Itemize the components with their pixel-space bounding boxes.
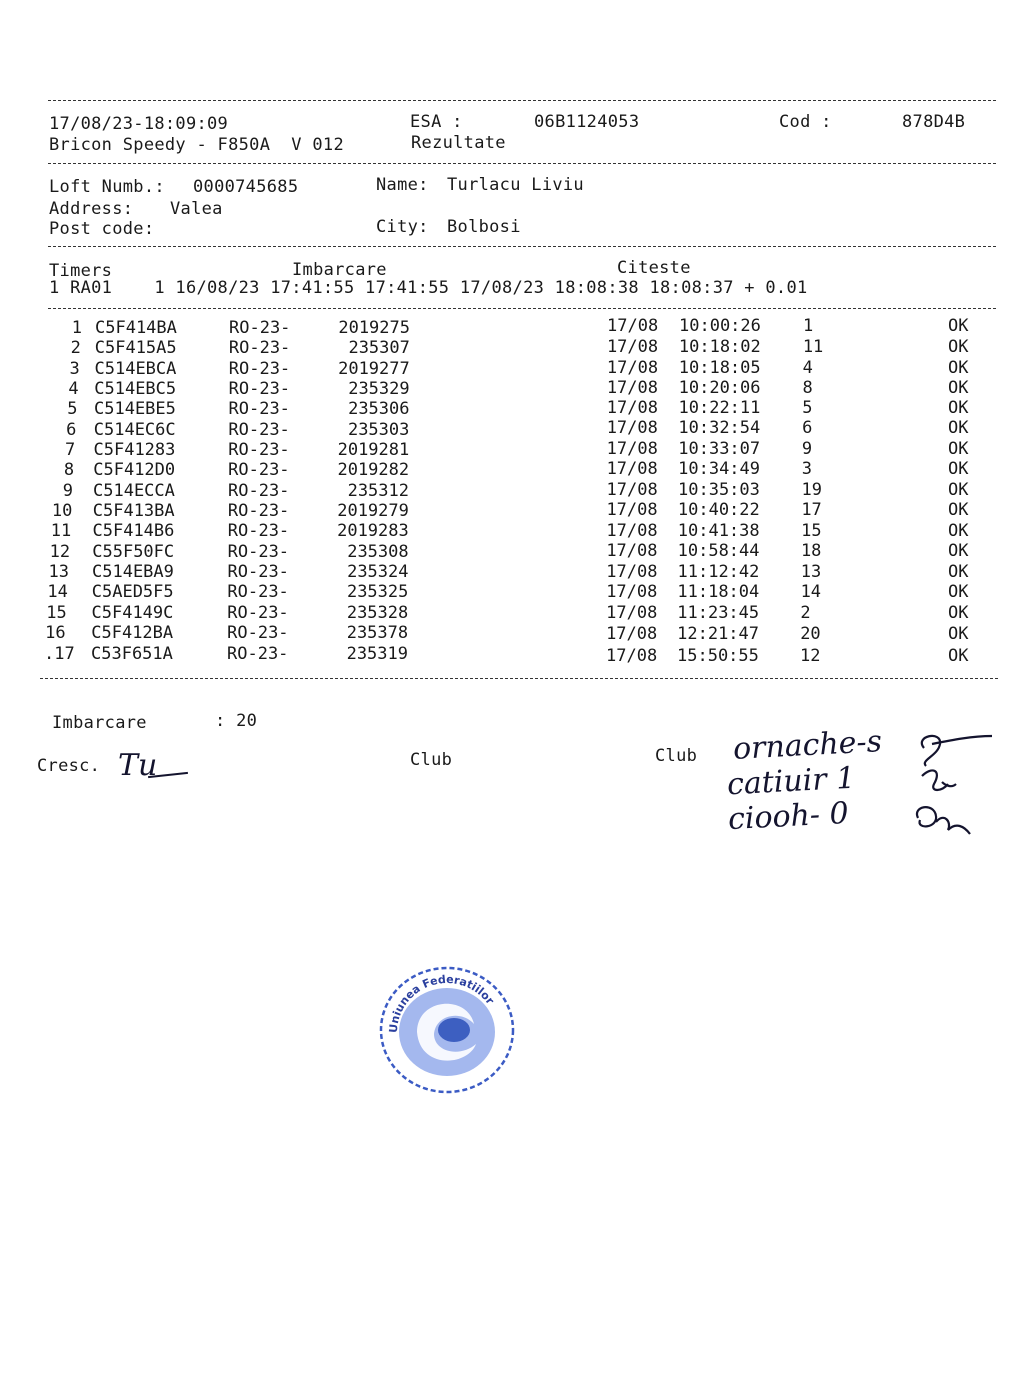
rank: 13 <box>800 562 822 582</box>
timer-line: 1 RA01 1 16/08/23 17:41:55 17:41:55 17/08/23 18:08:38 18:08:37 + 0.01 <box>49 278 808 298</box>
chip-id: C5F414BA <box>95 318 177 338</box>
ring-number: 235325 <box>346 582 409 602</box>
arrival-date: 17/08 <box>606 378 658 398</box>
row-number: 9 <box>62 481 73 501</box>
country-prefix: RO-23- <box>227 603 289 623</box>
chip-id: C514ECCA <box>93 481 175 501</box>
country-prefix: RO-23- <box>228 440 290 460</box>
ring-number: 2019279 <box>337 501 409 521</box>
chip-id: C5F412D0 <box>93 460 176 480</box>
rank: 11 <box>802 337 824 357</box>
arrival-date: 17/08 <box>606 624 658 644</box>
arrival-time: 11:18:04 <box>677 582 760 602</box>
row-number: 4 <box>68 379 79 399</box>
ring-number: 235306 <box>348 399 410 419</box>
rank: 1 <box>803 316 814 336</box>
cod-label: Cod : <box>779 112 832 132</box>
country-prefix: RO-23- <box>227 582 289 602</box>
handwritten-line-1: ornache-s <box>732 724 883 767</box>
separator-header <box>48 163 996 164</box>
post-code-label: Post code: <box>49 219 155 239</box>
chip-id: C514EBA9 <box>92 562 174 582</box>
club-label-2: Club <box>655 746 698 766</box>
chip-id: C514EBCA <box>94 359 177 379</box>
loft-label: Loft Numb.: <box>49 177 165 197</box>
arrival-time: 10:40:22 <box>677 500 760 520</box>
row-number: 3 <box>69 359 80 379</box>
status: OK <box>948 562 969 582</box>
status: OK <box>948 582 969 602</box>
status: OK <box>948 398 969 418</box>
city-value: Bolbosi <box>447 217 521 237</box>
arrival-date: 17/08 <box>606 562 658 582</box>
arrival-time: 10:00:26 <box>679 316 761 336</box>
chip-id: C514EBE5 <box>94 399 176 419</box>
address-label: Address: <box>49 199 134 219</box>
report-datetime: 17/08/23-18:09:09 <box>49 114 229 134</box>
country-prefix: RO-23- <box>227 644 289 664</box>
rank: 5 <box>802 398 813 418</box>
arrival-date: 17/08 <box>606 582 658 602</box>
arrival-date: 17/08 <box>606 337 659 357</box>
chip-id: C5F415A5 <box>94 338 177 358</box>
chip-id: C55F50FC <box>92 542 175 562</box>
row-number: 6 <box>66 420 77 440</box>
country-prefix: RO-23- <box>227 542 290 562</box>
ring-number: 235328 <box>346 603 409 623</box>
row-number: 12 <box>49 542 71 562</box>
country-prefix: RO-23- <box>228 481 290 501</box>
arrival-date: 17/08 <box>606 603 658 623</box>
chip-id: C5F4149C <box>91 603 174 623</box>
esa-value: 06B1124053 <box>534 112 640 132</box>
arrival-date: 17/08 <box>606 646 658 666</box>
country-prefix: RO-23- <box>228 359 291 379</box>
arrival-time: 11:12:42 <box>677 562 760 582</box>
status: OK <box>948 500 969 520</box>
country-prefix: RO-23- <box>228 338 291 358</box>
row-number: 16 <box>45 623 66 643</box>
status: OK <box>948 541 969 561</box>
arrival-date: 17/08 <box>606 398 658 418</box>
chip-id: C5F414B6 <box>92 521 175 541</box>
status: OK <box>948 603 969 623</box>
esa-label: ESA : <box>410 112 463 132</box>
row-number: 1 <box>71 318 82 338</box>
status: OK <box>948 316 969 336</box>
rank: 18 <box>800 541 822 561</box>
rank: 19 <box>801 480 822 500</box>
country-prefix: RO-23- <box>227 623 289 643</box>
rank: 2 <box>800 603 811 623</box>
arrival-time: 10:33:07 <box>678 439 761 459</box>
report-type: Rezultate <box>411 133 506 153</box>
separator-owner <box>48 246 996 247</box>
chip-id: C5F413BA <box>92 501 175 521</box>
row-number: 5 <box>67 399 78 419</box>
name-label: Name: <box>376 175 429 195</box>
timers-label: Timers <box>49 261 113 281</box>
arrival-time: 10:35:03 <box>678 480 760 500</box>
separator-top <box>48 100 996 101</box>
country-prefix: RO-23- <box>227 501 290 521</box>
ring-number: 2019277 <box>338 359 410 379</box>
rank: 20 <box>800 624 821 644</box>
arrival-time: 10:22:11 <box>678 398 761 418</box>
ring-number: 235378 <box>346 623 409 643</box>
arrival-time: 11:23:45 <box>677 603 760 623</box>
arrival-time: 10:41:38 <box>677 521 760 541</box>
arrival-time: 10:34:49 <box>678 459 761 479</box>
rank: 8 <box>802 378 813 398</box>
ring-number: 235324 <box>347 562 409 582</box>
arrival-date: 17/08 <box>607 316 659 336</box>
rank: 12 <box>800 646 821 666</box>
row-number: 10 <box>51 501 73 521</box>
timers-citeste-label: Citeste <box>617 258 691 278</box>
chip-id: C514EC6C <box>93 420 176 440</box>
stamp-text: Uniunea Federatiilor <box>386 972 497 1034</box>
rank: 9 <box>801 439 813 459</box>
ring-number: 2019282 <box>337 460 410 480</box>
arrival-time: 10:32:54 <box>678 418 761 438</box>
handwritten-line-2: catiuir 1 <box>726 760 857 803</box>
arrival-time: 10:18:02 <box>678 337 761 357</box>
owner-name: Turlacu Liviu <box>447 175 584 195</box>
arrival-time: 15:50:55 <box>677 646 759 666</box>
status: OK <box>948 521 969 541</box>
separator-timers <box>48 308 996 309</box>
chip-id: C5F41283 <box>93 440 176 460</box>
footer-imbarcare-label: Imbarcare <box>52 713 147 733</box>
loft-number: 0000745685 <box>193 177 299 197</box>
row-number: 14 <box>47 582 68 602</box>
status: OK <box>948 378 969 398</box>
club-label-1: Club <box>410 750 453 770</box>
row-number: 11 <box>50 521 72 541</box>
row-number: 13 <box>48 562 69 582</box>
device-name: Bricon Speedy - F850A V 012 <box>49 135 344 155</box>
federation-stamp <box>372 958 522 1098</box>
rank: 15 <box>801 521 822 541</box>
cresc-label: Cresc. <box>37 756 101 776</box>
chip-id: C514EBC5 <box>94 379 177 399</box>
rank: 4 <box>802 358 813 378</box>
city-label: City: <box>376 217 429 237</box>
arrival-date: 17/08 <box>606 439 658 459</box>
arrival-date: 17/08 <box>606 459 658 479</box>
row-number: 15 <box>46 603 67 623</box>
chip-id: C53F651A <box>91 644 173 664</box>
cresc-signature: Tu <box>118 748 158 783</box>
country-prefix: RO-23- <box>227 521 290 541</box>
ring-number: 235303 <box>347 420 410 440</box>
arrival-date: 17/08 <box>606 418 658 438</box>
arrival-date: 17/08 <box>606 541 658 561</box>
country-prefix: RO-23- <box>228 460 290 480</box>
status: OK <box>948 459 969 479</box>
country-prefix: RO-23- <box>229 318 291 338</box>
rank: 14 <box>800 582 822 602</box>
chip-id: C5F412BA <box>91 623 174 643</box>
row-number: 7 <box>65 440 76 460</box>
arrival-time: 10:58:44 <box>677 541 760 561</box>
address-value: Valea <box>170 199 223 219</box>
ring-number: 235308 <box>347 542 409 562</box>
cod-value: 878D4B <box>902 112 966 132</box>
ring-number: 2019283 <box>337 521 409 541</box>
status: OK <box>948 646 969 666</box>
separator-results <box>40 678 998 679</box>
row-number: .17 <box>44 644 75 664</box>
status: OK <box>948 480 969 500</box>
arrival-time: 10:18:05 <box>678 358 761 378</box>
ring-number: 2019281 <box>337 440 410 460</box>
arrival-date: 17/08 <box>606 500 658 520</box>
arrival-date: 17/08 <box>606 521 658 541</box>
status: OK <box>948 337 969 357</box>
footer-imbarcare-value: : 20 <box>215 711 258 731</box>
ring-number: 235329 <box>348 379 410 399</box>
rank: 6 <box>802 418 813 438</box>
ring-number: 2019275 <box>338 318 410 338</box>
rank: 17 <box>801 500 822 520</box>
ring-number: 235319 <box>346 644 408 664</box>
rank: 3 <box>801 459 812 479</box>
row-number: 2 <box>70 338 81 358</box>
timers-imbarcare-label: Imbarcare <box>292 260 387 280</box>
country-prefix: RO-23- <box>227 562 289 582</box>
handwritten-line-3: ciooh- 0 <box>727 795 850 838</box>
arrival-time: 10:20:06 <box>678 378 761 398</box>
status: OK <box>948 439 969 459</box>
ring-number: 235312 <box>347 481 409 501</box>
status: OK <box>948 418 969 438</box>
chip-id: C5AED5F5 <box>91 582 174 602</box>
arrival-date: 17/08 <box>606 358 659 378</box>
arrival-time: 12:21:47 <box>677 624 760 644</box>
country-prefix: RO-23- <box>228 420 290 440</box>
handwritten-initials <box>912 726 1002 846</box>
country-prefix: RO-23- <box>228 379 291 399</box>
status: OK <box>948 358 969 378</box>
status: OK <box>948 624 969 644</box>
country-prefix: RO-23- <box>228 399 290 419</box>
ring-number: 235307 <box>348 338 410 358</box>
row-number: 8 <box>63 460 75 480</box>
arrival-date: 17/08 <box>606 480 658 500</box>
